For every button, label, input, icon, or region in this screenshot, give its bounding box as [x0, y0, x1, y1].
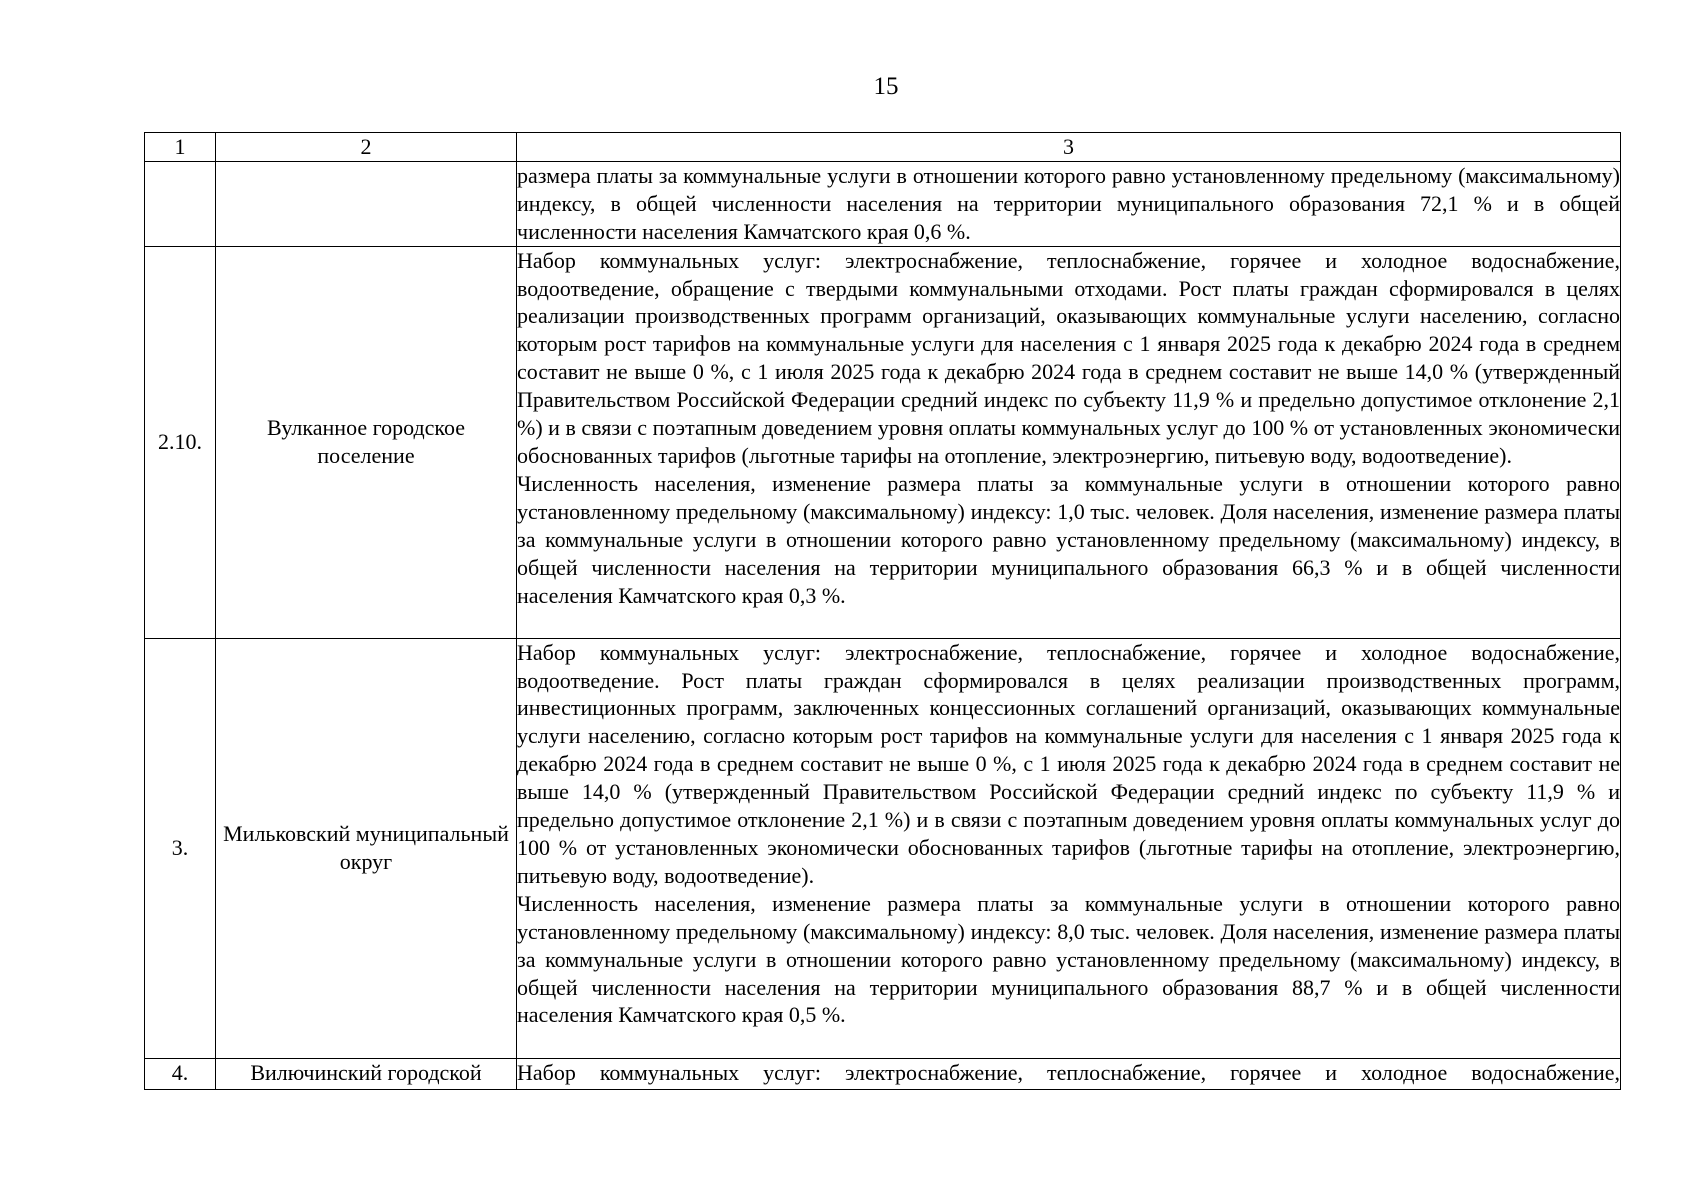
municipality-name: Вулканное городское поселение — [216, 246, 517, 638]
municipality-name: Вилючинский городской — [216, 1058, 517, 1089]
row-number: 2.10. — [145, 246, 216, 638]
municipality-name: Мильковский муниципальный округ — [216, 638, 517, 1058]
municipality-name — [216, 161, 517, 246]
description-paragraph: Набор коммунальных услуг: электроснабжение, теплоснабжение, горячее и холодное водоснабжение, — [517, 1059, 1620, 1085]
description-paragraph: Набор коммунальных услуг: электроснабжение, теплоснабжение, горячее и холодное водоснабжение, водоотведение. Рост платы граждан сформировался в целях реализации производственных программ, инвестиционных программ, заключенных концессионных соглашений организаций, оказывающих коммунальные услуги населению, согласно которым рост тарифов на коммунальные услуги для населения с 1 января 2025 года к декабрю 2024 года в среднем составит не выше 0 %, с 1 июля 2025 года к декабрю 2024 года в среднем составит не выше 14,0 % (утвержденный Правительством Российской Федерации средний индекс по субъекту 11,9 % и предельно допустимое отклонение 2,1 %) и в связи с поэтапным доведением уровня оплаты коммунальных услуг до 100 % от установленных экономически обоснованных тарифов (льготные тарифы на отопление, электроэнергию, питьевую воду, водоотведение). — [517, 639, 1620, 888]
column-header-3: 3 — [517, 133, 1621, 162]
table-row-4 — [145, 1058, 1621, 1089]
row-number: 3. — [145, 638, 216, 1058]
row-description — [517, 161, 1621, 246]
row-description — [517, 1058, 1621, 1089]
column-header-1: 1 — [145, 133, 216, 162]
row-number — [145, 161, 216, 246]
data-table — [144, 132, 1621, 1090]
description-paragraph: размера платы за коммунальные услуги в отношении которого равно установленному предельному (максимальному) индексу, в общей численности населения на территории муниципального образования 72,1 % и в общей численности населения Камчатского края 0,6 %. — [517, 162, 1620, 244]
row-description — [517, 246, 1621, 638]
table-row-2-10 — [145, 246, 1621, 638]
row-number: 4. — [145, 1058, 216, 1089]
description-paragraph: Численность населения, изменение размера платы за коммунальные услуги в отношении которого равно установленному предельному (максимальному) индексу: 8,0 тыс. человек. Доля населения, изменение размера платы за коммунальные услуги в отношении которого равно установленному предельному (максимальному) индексу, в общей численности населения на территории муниципального образования 88,7 % и в общей численности населения Камчатского края 0,5 %. — [517, 890, 1620, 1028]
table-row-3 — [145, 638, 1621, 1058]
table-header-row — [145, 133, 1621, 162]
table-row-continuation — [145, 161, 1621, 246]
column-header-2: 2 — [216, 133, 517, 162]
description-paragraph: Набор коммунальных услуг: электроснабжение, теплоснабжение, горячее и холодное водоснабжение, водоотведение, обращение с твердыми коммунальными отходами. Рост платы граждан сформировался в целях реализации производственных программ организаций, оказывающих коммунальные услуги населению, согласно которым рост тарифов на коммунальные услуги для населения с 1 января 2025 года к декабрю 2024 года в среднем составит не выше 0 %, с 1 июля 2025 года к декабрю 2024 года в среднем составит не выше 14,0 % (утвержденный Правительством Российской Федерации средний индекс по субъекту 11,9 % и предельно допустимое отклонение 2,1 %) и в связи с поэтапным доведением уровня оплаты коммунальных услуг до 100 % от установленных экономически обоснованных тарифов (льготные тарифы на отопление, электроэнергию, питьевую воду, водоотведение). — [517, 247, 1620, 468]
page-number: 15 — [873, 73, 899, 100]
row-description — [517, 638, 1621, 1058]
description-paragraph: Численность населения, изменение размера платы за коммунальные услуги в отношении которого равно установленному предельному (максимальному) индексу: 1,0 тыс. человек. Доля населения, изменение размера платы за коммунальные услуги в отношении которого равно установленному предельному (максимальному) индексу, в общей численности населения на территории муниципального образования 66,3 % и в общей численности населения Камчатского края 0,3 %. — [517, 470, 1620, 608]
